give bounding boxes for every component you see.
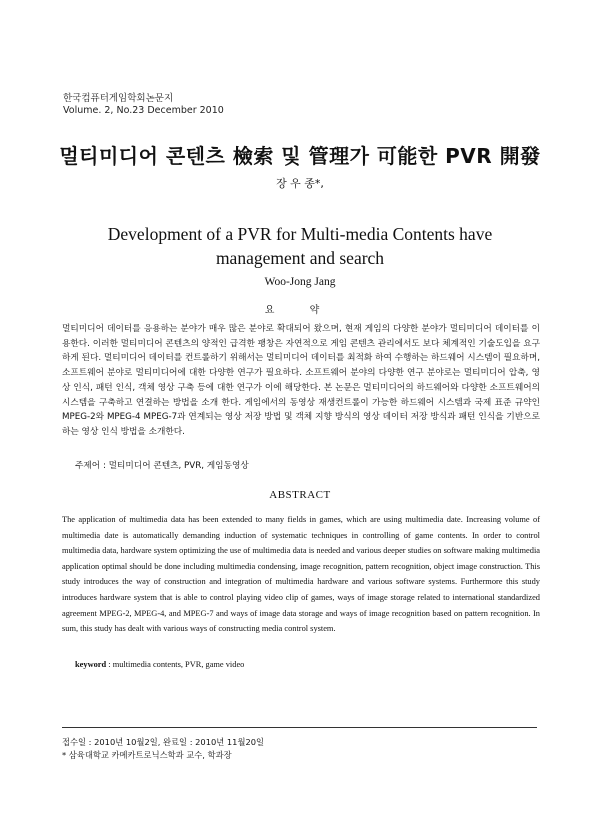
abstract-english: The application of multimedia data has been extended to many fields in games, which are using multimedia date. Increasing volume of multimedia date is automatically demanding induction of systematic techniques in controlling of game contents. In order to control multimedia data, hardware system optimizing the use of multimedia data is needed and various deeper studies on software making multimedia application optimal should be done including multimedia condensing, image recognition, pattern recognition, object image construction. This study introduces the way of construction and integration of multimedia hardware and various software systems. Furthermore this study introduces hardware system that is able to control playing video clip of games, ways of image storage related to international standardized agreement MPEG-2, MPEG-4, and MPEG-7 and ways of image data storage and ways of image recognition based on pattern recognition. In sum, this study has dealt with various ways of constructing media control system. bbox=[62, 515, 540, 634]
author-english: Woo-Jong Jang bbox=[264, 276, 336, 288]
footnote bbox=[62, 736, 264, 761]
summary-heading: 요 약 bbox=[264, 305, 336, 316]
journal-name: 한국컴퓨터게임학회논문지 bbox=[63, 93, 174, 104]
title-english: Development of a PVR for Multi-media Contents have management and search bbox=[107, 224, 493, 268]
author-korean: 장 우 종*, bbox=[276, 177, 324, 190]
keywords-list: : multimedia contents, PVR, game video bbox=[106, 660, 245, 669]
received-dates: 접수일 : 2010년 10월2일, 완료일 : 2010년 11월20일 bbox=[62, 737, 265, 747]
author-affiliation: * 삼육대학교 카메카트로닉스학과 교수, 학과장 bbox=[62, 749, 232, 760]
abstract-korean: 멀티미디어 데이터를 응용하는 분야가 매우 많은 분야로 확대되어 왔으며, 현재 게임의 다양한 분야가 멀티미디어 데이터를 이용한다. 이러한 멀티미디어 콘텐츠의 양적인 급격한 팽창은 자연적으로 게임 콘텐츠 관리에서도 보다 체계적인 기술도입을 요구하게 된다. 멀티미디어 데이터를 컨트롤하기 위해서는 멀티미디어 데이터를 최적화 하여 수행하는 하드웨어 시스템이 필요하며, 소프트웨어 분야로 멀티미디어에 대한 다양한 연구가 필요하다. 소프트웨어 분야의 다양한 연구 분야로는 멀티미디어 압축, 영상 인식, 패턴 인식, 객체 영상 구축 등에 대한 연구가 이에 해당한다. 본 논문은 멀티미디어의 하드웨어와 다양한 소프트웨어의 시스템을 구축하고 연결하는 방법을 소개 한다. 게임에서의 동영상 재생컨트롤이 가능한 하드웨어 시스템과 국제 표준 규약인 MPEG-2와 MPEG-4 MPEG-7과 연계되는 영상 저장 방법 및 객체 지향 방식의 영상 데이터 저장 방식과 패턴 인식을 기반으로 하는 영상 인식 방법을 소개한다. bbox=[62, 324, 540, 437]
abstract-heading: ABSTRACT bbox=[269, 489, 331, 501]
keywords-english bbox=[75, 660, 244, 669]
keywords-label: keyword bbox=[75, 660, 107, 669]
title-korean: 멀티미디어 콘텐츠 檢索 및 管理가 可能한 PVR 開發 bbox=[59, 144, 541, 168]
footnote-divider bbox=[62, 727, 537, 728]
journal-header bbox=[63, 93, 224, 117]
keywords-korean: 주제어 : 멀티미디어 콘텐츠, PVR, 게임동영상 bbox=[75, 461, 249, 471]
journal-issue: Volume. 2, No.23 December 2010 bbox=[63, 105, 224, 116]
